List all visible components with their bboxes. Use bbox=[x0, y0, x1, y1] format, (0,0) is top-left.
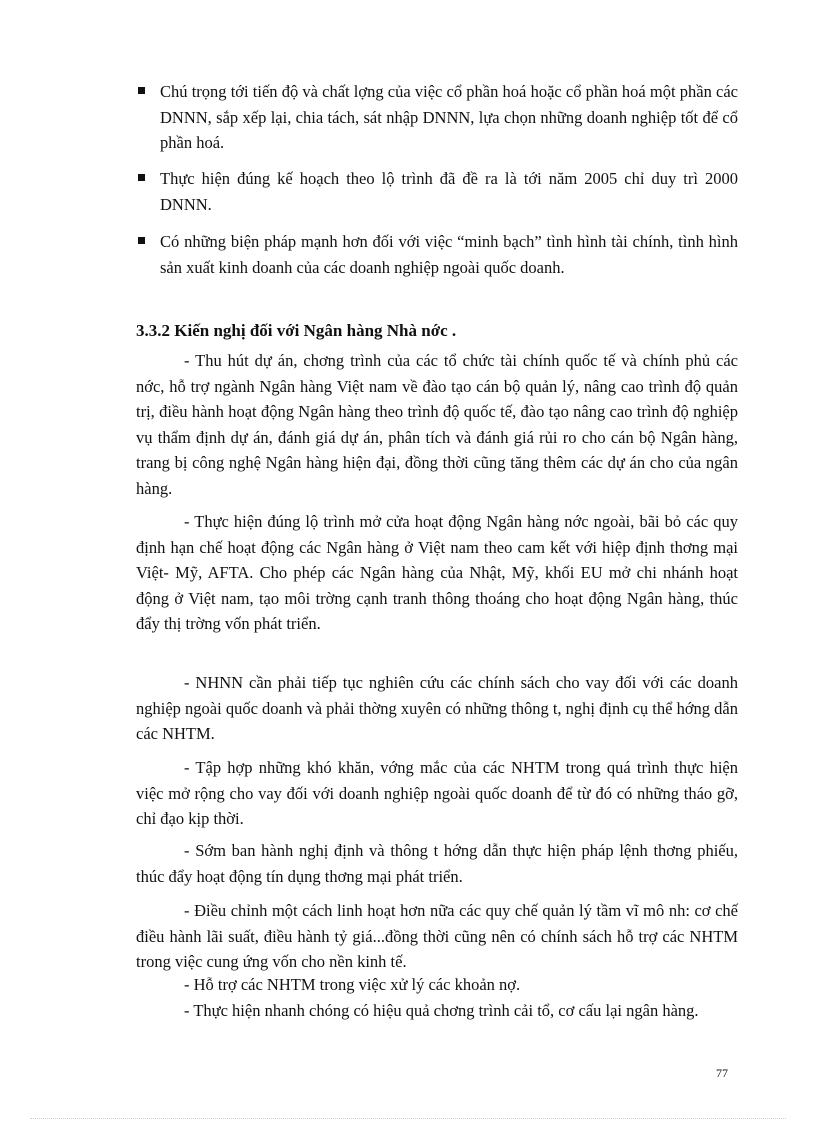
paragraph: - Tập hợp những khó khăn, vớng mắc của các NHTM trong quá trình thực hiện việc mở rộng cho vay đối với doanh nghiệp ngoài quốc doanh để từ đó có những tháo gỡ, chỉ đạo kịp thời. bbox=[136, 758, 738, 828]
paragraph: - Điều chỉnh một cách linh hoạt hơn nữa các quy chế quản lý tầm vĩ mô nh: cơ chế điều hành lãi suất, điều hành tỷ giá...đồng thời cũng nên có chính sách hỗ trợ các NHTM trong việc cung ứng vốn cho nền kinh tế. bbox=[136, 901, 738, 971]
square-bullet-icon bbox=[138, 87, 145, 94]
bullet-text: Có những biện pháp mạnh hơn đối với việc “minh bạch” tình hình tài chính, tình hình sản xuất kinh doanh của các doanh nghiệp ngoài quốc doanh. bbox=[160, 232, 738, 277]
paragraph: - Sớm ban hành nghị định và thông t hớng dẫn thực hiện pháp lệnh thơng phiếu, thúc đẩy hoạt động tín dụng thơng mại phát triển. bbox=[136, 841, 738, 886]
paragraph: - NHNN cần phải tiếp tục nghiên cứu các chính sách cho vay đối với các doanh nghiệp ngoài quốc doanh và phải thờng xuyên có những thông t, nghị định cụ thể hớng dẫn các NHTM. bbox=[136, 673, 738, 743]
paragraph: - Thực hiện đúng lộ trình mở cửa hoạt động Ngân hàng nớc ngoài, bãi bỏ các quy định hạn chế hoạt động các Ngân hàng ở Việt nam theo cam kết với hiệp định thơng mại Việt- Mỹ, AFTA. Cho phép các Ngân hàng của Nhật, Mỹ, khối EU mở chi nhánh hoạt động ở Việt nam, tạo môi trờng cạnh tranh thông thoáng cho hoạt động Ngân hàng, thúc đẩy thị trờng vốn phát triển. bbox=[136, 512, 738, 633]
section-heading: 3.3.2 Kiến nghị đối với Ngân hàng Nhà nớc . bbox=[136, 321, 457, 340]
bullet-item bbox=[138, 229, 738, 280]
paragraph: - Thực hiện nhanh chóng có hiệu quả chơng trình cải tổ, cơ cấu lại ngân hàng. bbox=[184, 1001, 699, 1020]
footer-divider bbox=[30, 1118, 786, 1119]
bullet-text: Thực hiện đúng kế hoạch theo lộ trình đã đề ra là tới năm 2005 chỉ duy trì 2000 DNNN. bbox=[160, 169, 738, 214]
paragraph: - Thu hút dự án, chơng trình của các tổ chức tài chính quốc tế và chính phủ các nớc, hỗ trợ ngành Ngân hàng Việt nam về đào tạo cán bộ quản lý, nâng cao trình độ quản trị, điều hành hoạt động Ngân hàng theo trình độ quốc tế, đào tạo nâng cao trình độ nghiệp vụ thẩm định dự án, đánh giá dự án, phân tích và đánh giá rủi ro cho cán bộ Ngân hàng, trang bị công nghệ Ngân hàng hiện đại, đồng thời cũng tăng thêm các dự án cho của ngân hàng. bbox=[136, 351, 738, 498]
square-bullet-icon bbox=[138, 237, 145, 244]
paragraph: - Hỗ trợ các NHTM trong việc xử lý các khoản nợ. bbox=[184, 975, 521, 994]
bullet-item bbox=[138, 166, 738, 217]
bullet-item bbox=[138, 79, 738, 156]
square-bullet-icon bbox=[138, 174, 145, 181]
page-number: 77 bbox=[716, 1066, 728, 1080]
bullet-text: Chú trọng tới tiến độ và chất lợng của việc cổ phần hoá hoặc cổ phần hoá một phần các DNNN, sắp xếp lại, chia tách, sát nhập DNNN, lựa chọn những doanh nghiệp tốt để cổ phần hoá. bbox=[160, 82, 738, 152]
